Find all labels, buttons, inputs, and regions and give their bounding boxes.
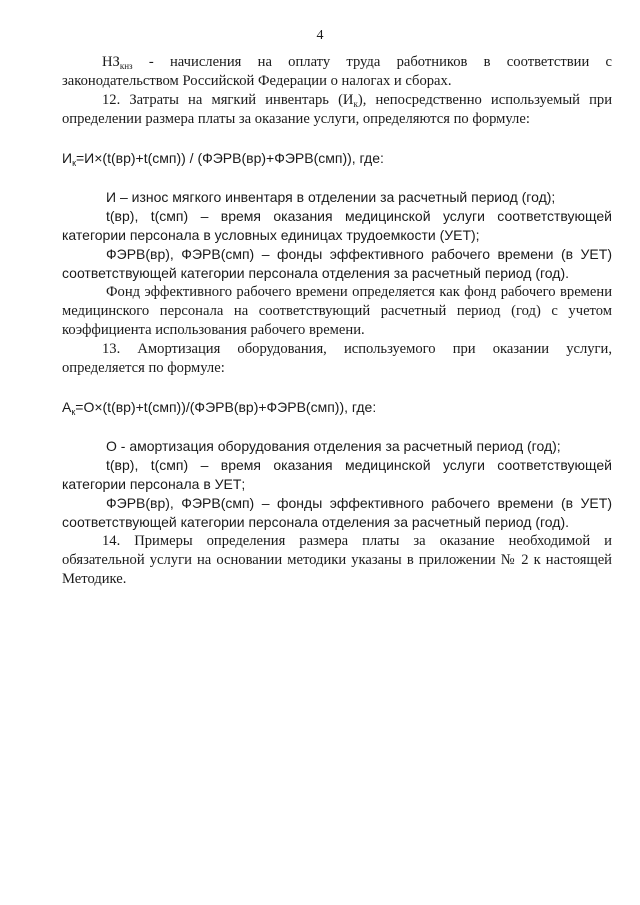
formula-2-rhs: =О×(t(вр)+t(смп))/(ФЭРВ(вр)+ФЭРВ(смп)), где: xyxy=(75,399,377,415)
nz-symbol: НЗ xyxy=(102,54,120,70)
formula-1-subscript: к xyxy=(72,158,76,168)
definition-t-2: t(вр), t(смп) – время оказания медицинской услуги соответствующей категории персонала в УЕТ; xyxy=(62,457,612,492)
definition-ferv-1: ФЭРВ(вр), ФЭРВ(смп) – фонды эффективного рабочего времени (в УЕТ) соответствующей категории персонала отделения за расчетный период (год). xyxy=(62,246,612,281)
definition-i: И – износ мягкого инвентаря в отделении за расчетный период (год); xyxy=(106,189,556,205)
paragraph-nz-knz xyxy=(62,53,612,91)
nz-subscript: кнз xyxy=(119,61,133,71)
formula-1-lhs: И xyxy=(62,150,73,166)
paragraph-14: 14. Примеры определения размера платы за оказание необходимой и обязательной услуги на основании методики указаны в приложении № 2 к настоящей Методике. xyxy=(62,533,612,587)
formula-amortization xyxy=(62,398,612,417)
formula-2-lhs: А xyxy=(62,399,72,415)
definition-ferv-2: ФЭРВ(вр), ФЭРВ(смп) – фонды эффективного рабочего времени (в УЕТ) соответствующей категории персонала отделения за расчетный период (год). xyxy=(62,495,612,530)
paragraph-12-end: ), непосредственно используемый при определении размера платы за оказание услуги, определяются по формуле: xyxy=(62,92,613,127)
paragraph-13: 13. Амортизация оборудования, используемого при оказании услуги, определяется по формуле: xyxy=(62,341,612,376)
paragraph-12-start: 12. Затраты на мягкий инвентарь (И xyxy=(102,92,354,108)
formula-2-subscript: к xyxy=(71,407,76,417)
paragraph-12-subscript: к xyxy=(353,99,358,109)
nz-definition: - начисления на оплату труда работников в соответствии с законодательством Российской Федерации о налогах и сборах. xyxy=(62,54,612,89)
formula-soft-inventory xyxy=(62,149,612,168)
definition-o: О - амортизация оборудования отделения за расчетный период (год); xyxy=(106,438,561,454)
document-body xyxy=(62,53,612,589)
paragraph-12 xyxy=(62,91,612,129)
formula-1-rhs: =И×(t(вр)+t(смп)) / (ФЭРВ(вр)+ФЭРВ(смп)), где: xyxy=(76,150,384,166)
definition-t-1: t(вр), t(смп) – время оказания медицинской услуги соответствующей категории персонала в условных единицах трудоемкости (УЕТ); xyxy=(62,208,612,243)
paragraph-ferv-fund: Фонд эффективного рабочего времени определяется как фонд рабочего времени медицинского персонала на соответствующий расчетный период (год) с учетом коэффициента использования рабочего времени. xyxy=(62,284,612,338)
page-number: 4 xyxy=(316,28,324,43)
